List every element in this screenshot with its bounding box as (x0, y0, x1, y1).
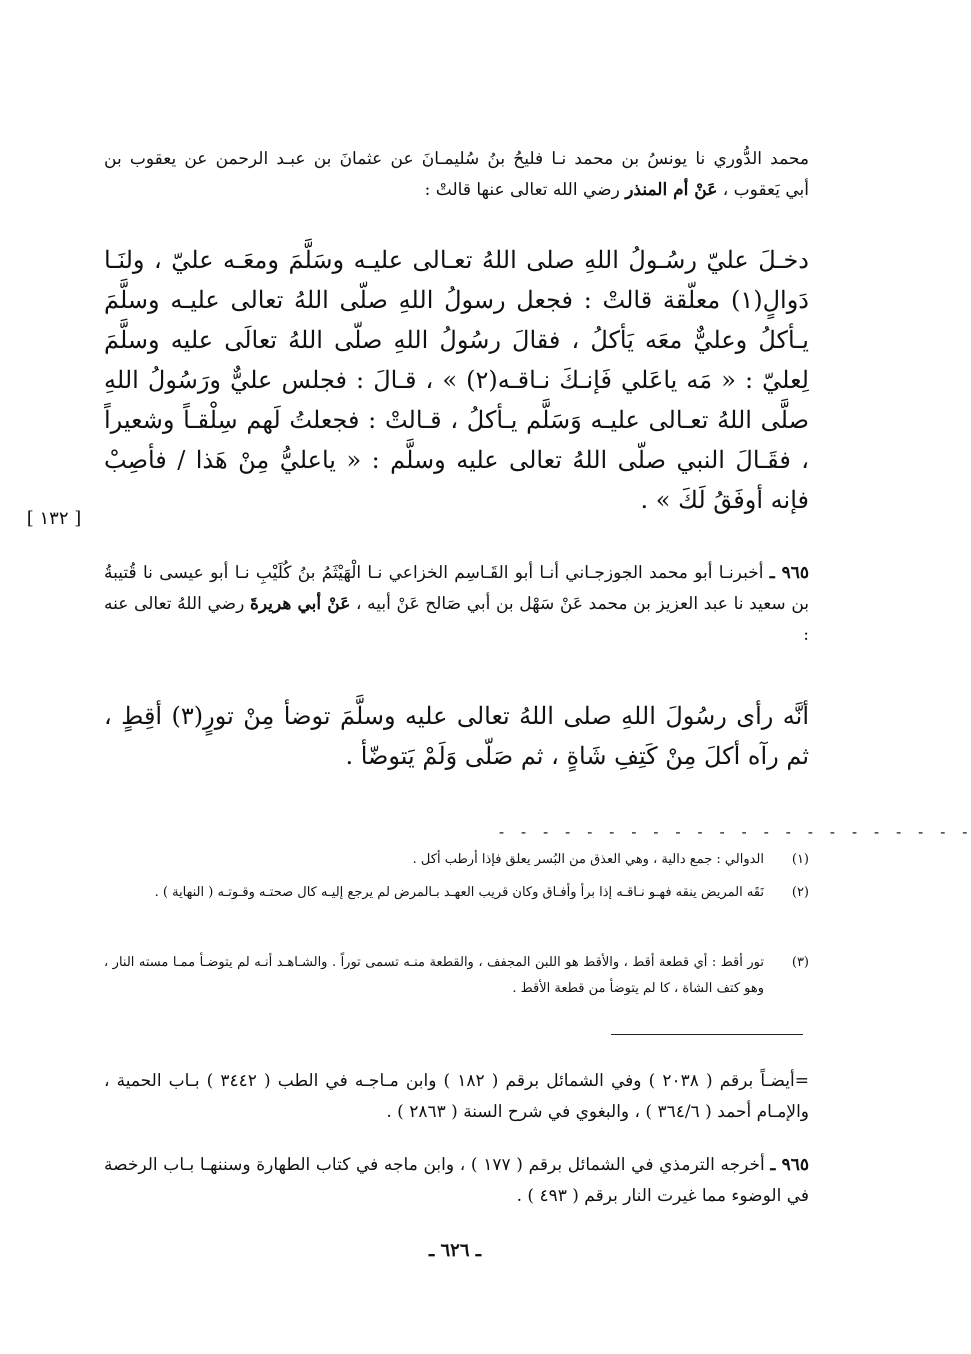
isnad-965-end: رضي اللهُ تعالى عنه : (104, 594, 809, 645)
reference-text: أخرجه الترمذي في الشمائل برقم ( ١٧٧ ) ، وابن ماجه في كتاب الطهارة وسننهـا بـاب الرخصة في الوضوء مما غيرت النار برقم ( ٤٩٣ ) . (104, 1155, 809, 1206)
references-separator (611, 1034, 803, 1035)
footnote-2 (104, 880, 809, 906)
footnote-1 (104, 847, 809, 873)
isnad-964 (104, 144, 809, 206)
footnote-number: (١) (791, 852, 809, 867)
footnote-text: تور أقط : أي قطعة أقط ، والأقط هو اللبن المجفف ، والقطعة منـه تسمى توراً . والشـاهـد أنـه لم يتوضـأ ممـا مسته النار ، وهو كتف الشاة ، كا لم يتوضأ من قطعة الأقط . (104, 955, 764, 996)
margin-page-marker: [ ١٣٢ ] (26, 508, 82, 529)
footnote-3 (104, 950, 809, 1002)
footnote-number: (٣) (791, 955, 809, 970)
page-number: ـ ٦٢٦ ـ (428, 1240, 482, 1261)
footnote-number: (٢) (791, 885, 809, 900)
isnad-964-line1: محمد الدُّوري نا يونسُ بن محمد نـا فليحُ بنُ سُليمـانَ عن عثمانَ بن عبـد الرحمن عن يعقوب بن (104, 149, 809, 169)
matn-964: دخـلَ عليّ رسُـولُ اللهِ صلى اللهُ تعـالى عليـه وسَلَّمَ ومعَـه عليّ ، ولنَـا دَوالٍ(١) معلّقة قالتْ : فجعل رسولُ اللهِ صلّى اللهُ تعالى عليـه وسلَّمَ يـأكلُ وعليٌّ معَه يَأكلُ ، فقالَ رسُولُ اللهِ صلّى اللهُ تعالَى عليه وسلَّمَ لِعليّ : « مَه ياعَلي فَإنـكَ نـاقـه(٢) » ، قـالَ : فجلس عليٌّ ورَسُولُ اللهِ صلَّى اللهُ تعـالى عليـه وَسَلَّم يـأكلُ ، قـالتْ : فجعلتُ لَهم سِلْقـاً وشعيراً ، فقَـالَ النبي صلّى اللهُ تعالى عليه وسلَّم : « ياعليُّ مِنْ هَذا / فأصِبْ فإنه أوفَقُ لَكَ » . (104, 246, 809, 514)
isnad-964-line2 (104, 175, 809, 206)
reference-number: ٩٦٥ ـ (770, 1155, 809, 1175)
hadith-number-965: ٩٦٥ ـ (769, 563, 809, 583)
isnad-965-start: أخبرنـا أبو محمد الجوزجـاني أنـا أبو القَـاسِم الخزاعي نـا الْهَيْثَمُ بنُ كُلَيْبِ نـا أبو عيسى نا قُتيبةُ بن سعيد نا عبد العزيز بن محمد عَنْ سَهْل بن أبي صَالح عَنْ أبيه ، (104, 563, 809, 614)
isnad-964-line2-start: أبي يَعقوب ، (717, 180, 809, 200)
footnote-text: الدوالي : جمع دالية ، وهي العذق من البُسر يعلق فإذا أرطب أكل . (412, 852, 764, 867)
narrator-name-bold: عَنْ أم المنذر (625, 180, 718, 200)
matn-965: أنَّه رأى رسُولَ اللهِ صلى اللهُ تعالى عليه وسلَّمَ توضأ مِنْ تورٍ(٣) أقِطٍ ، ثم رآه أكلَ مِنْ كَتِفِ شَاةٍ ، ثم صَلّى وَلَمْ يَتوضّأ . (104, 702, 809, 770)
reference-964: =أيضـاً برقم ( ٢٠٣٨ ) وفي الشمائل برقم ( ١٨٢ ) وابن مـاجـه في الطب ( ٣٤٤٢ ) بـاب الحمية ، والإمـام أحمد ( ٣٦٤/٦ ) ، والبغوي في شرح السنة ( ٢٨٦٣ ) . (104, 1071, 809, 1122)
footnote-separator: - - - - - - - - - - - - - - - - - - - - - - (497, 823, 971, 841)
isnad-965 (104, 558, 809, 651)
reference-965 (104, 1150, 809, 1212)
footnote-text: نَقَه المريض ينقه فهـو نـاقـه إذا برأ وأفـاق وكان قريب العهـد بـالمرض لم يرجع إليـه كال صحتـه وقـوتـه ( النهاية ) . (154, 885, 764, 900)
narrator-name-bold: عَنْ أبي هريرةَ (249, 594, 351, 614)
isnad-964-line2-end: رضي الله تعالى عنها قالتْ : (424, 180, 626, 200)
